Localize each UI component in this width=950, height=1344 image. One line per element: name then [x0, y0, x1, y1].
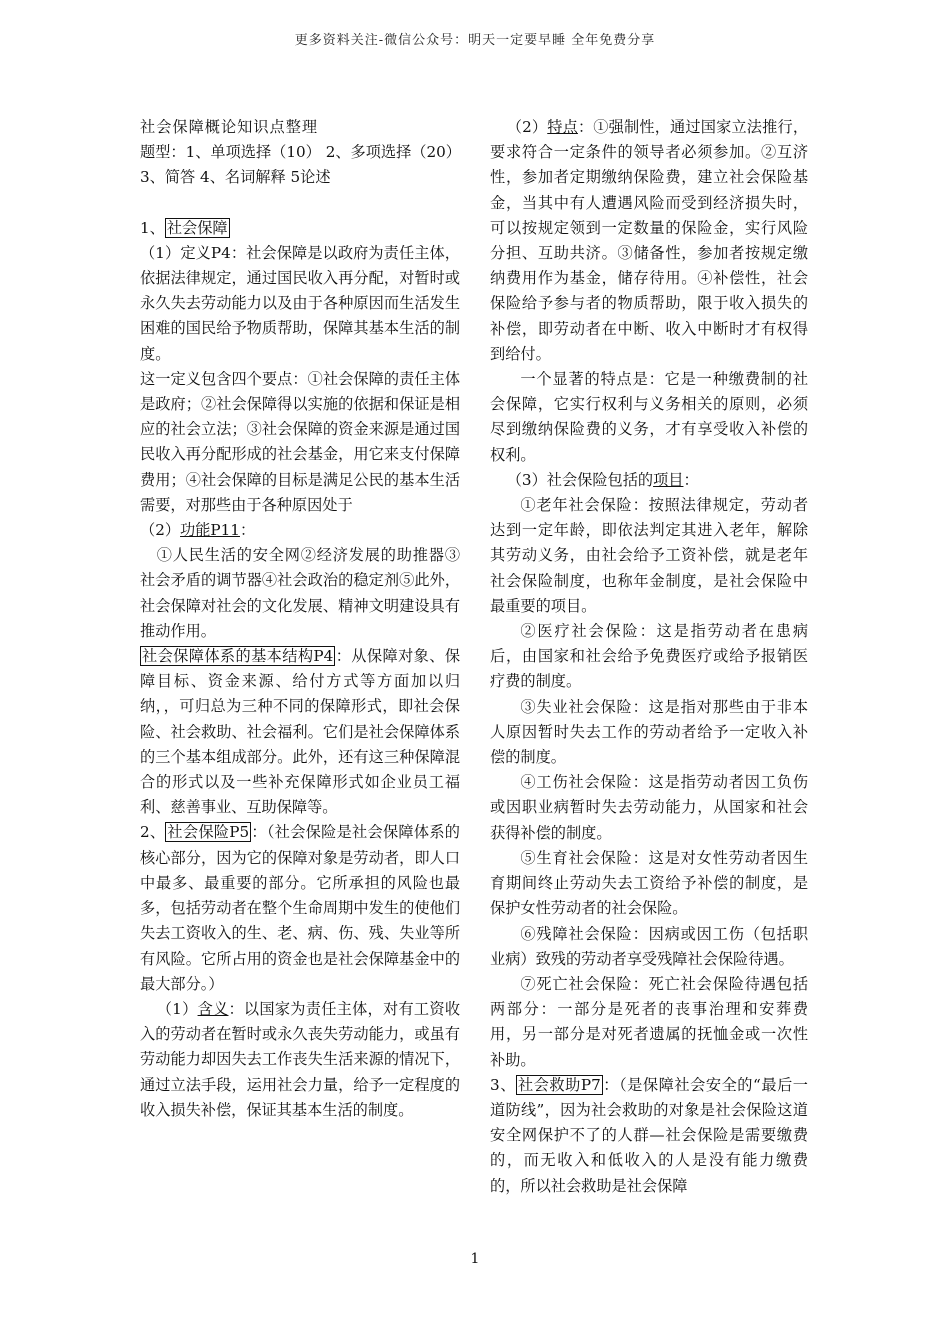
section-1-heading — [140, 216, 460, 241]
section-2-title: 社会保险P5 — [167, 823, 250, 842]
left-column — [140, 115, 460, 1123]
question-types-line-1: 题型：1、单项选择（10） 2、多项选择（20） — [140, 143, 461, 162]
notable-feature: 一个显著的特点是：它是一种缴费制的社会保障，它实行权利与义务相关的原则，必须尽到缴纳保险费的义务，才有享受收入补偿的权利。 — [490, 370, 808, 464]
structure-body: ：从保障对象、保障目标、资金来源、给付方式等方面加以归纳，，可归总为三种不同的保障形式，即社会保险、社会救助、社会福利。它们是社会保障体系的三个基本组成部分。此外，还有这三种保障混合的形式以及一些补充保障形式如企业员工福利、慈善事业、互助保障等。 — [140, 647, 461, 817]
section-3 — [490, 1073, 808, 1199]
insurance-item: ⑤生育社会保险：这是对女性劳动者因生育期间终止劳动失去工资给予补偿的制度，是保护女性劳动者的社会保险。 — [490, 848, 808, 918]
insurance-item: ②医疗社会保险：这是指劳动者在患病后，由国家和社会给予免费医疗或给予报销医疗费的制度。 — [490, 622, 808, 691]
section-2-body: ：（社会保险是社会保障体系的核心部分，因为它的保障对象是劳动者，即人口中最多、最重要的部分。它所承担的风险也最多，包括劳动者在整个生命周期中发生的使他们失去工资收入的生、老、病、伤、残、失业等所有风险。它所占用的资金也是社会保障基金中的最大部分。） — [140, 823, 460, 993]
section-1-definition: （1）定义P4：社会保障是以政府为责任主体，依据法律规定，通过国民收入再分配，对暂时或永久失去劳动能力以及由于各种原因而生活发生困难的国民给予物质帮助，保障其基本生活的制度。 — [140, 243, 460, 363]
insurance-item: ④工伤社会保险：这是指劳动者因工负伤或因职业病暂时失去劳动能力，从国家和社会获得补偿的制度。 — [490, 773, 808, 842]
features-prefix: （2） — [506, 118, 548, 136]
page-header: 更多资料关注-微信公众号：明天一定要早睡 全年免费分享 — [294, 33, 656, 48]
function-prefix: （2） — [140, 521, 181, 540]
section-number: 1、 — [140, 218, 165, 237]
page-title: 社会保障概论知识点整理 — [140, 118, 319, 136]
insurance-item: ①老年社会保险：按照法律规定，劳动者达到一定年龄，即依法判定其进入老年，解除其劳动义务，由社会给予工资补偿，就是老年社会保险制度，也称年金制度，是社会保险中最重要的项目。 — [490, 496, 808, 615]
insurance-item: ⑥残障社会保险：因病或因工伤（包括职业病）致残的劳动者享受残障社会保险待遇。 — [490, 924, 808, 968]
insurance-item: ⑦死亡社会保险：死亡社会保险待遇包括两部分：一部分是死者的丧事治理和安葬费用，另一部分是对死者遗属的抚恤金或一次性补助。 — [490, 974, 808, 1069]
section-2 — [140, 820, 460, 996]
section-1-points: 这一定义包含四个要点：①社会保障的责任主体是政府；②社会保障得以实施的依据和保证是相应的社会立法；③社会保障的资金来源是通过国民收入再分配形成的社会基金，用它来支付保障费用；④社会保障的目标是满足公民的基本生活需要，对那些由于各种原因处于 — [140, 369, 460, 514]
section-number: 3、 — [490, 1075, 516, 1094]
function-suffix: ： — [239, 521, 256, 540]
items-heading — [490, 468, 808, 493]
features-title: 特点 — [547, 118, 578, 136]
meaning-body: ：以国家为责任主体，对有工资收入的劳动者在暂时或永久丧失劳动能力，或虽有劳动能力却因失去工作丧失生活来源的情况下，通过立法手段，运用社会力量，给予一定程度的收入损失补偿，保证其基本生活的制度。 — [140, 999, 460, 1119]
page-number: 1 — [470, 1251, 480, 1267]
features — [490, 115, 808, 367]
insurance-item: ③失业社会保险：这是指对那些由于非本人原因暂时失去工作的劳动者给予一定收入补偿的制度。 — [490, 697, 808, 767]
items-suffix: ： — [683, 470, 699, 489]
right-column — [490, 115, 808, 1199]
question-types-line-2: 3、简答 4、名词解释 5论述 — [140, 168, 331, 187]
section-1-title: 社会保障 — [166, 218, 228, 237]
function-title: 功能P11 — [180, 521, 240, 540]
section-3-title: 社会救助P7 — [517, 1075, 601, 1094]
structure-title: 社会保障体系的基本结构P4 — [142, 647, 334, 666]
section-number: 2、 — [140, 823, 166, 842]
section-2-meaning — [140, 997, 460, 1123]
spacer — [140, 191, 460, 216]
section-3-body: ：（是保障社会安全的“最后一道防线”，因为社会救助的对象是社会保险这道安全网保护不了的人群—社会保险是需要缴费的，而无收入和低收入的人是没有能力缴费的，所以社会救助是社会保障 — [490, 1075, 808, 1195]
section-1-function-body: ①人民生活的安全网②经济发展的助推器③社会矛盾的调节器④社会政治的稳定剂⑤此外，社会保障对社会的文化发展、精神文明建设具有推动作用。 — [140, 546, 460, 640]
section-1-function-heading — [140, 518, 460, 543]
items-prefix: （3）社会保险包括的 — [506, 470, 654, 489]
items-title: 项目 — [653, 470, 684, 489]
features-body: ：①强制性，通过国家立法推行，要求符合一定条件的领导者必须参加。②互济性，参加者定期缴纳保险费，建立社会保险基金，当其中有人遭遇风险而受到经济损失时，可以按规定领到一定数量的保险金，实行风险分担、互助共济。③储备性，参加者按规定缴纳费用作为基金，储存待用。④补偿性，社会保险给予参与者的物质帮助，限于收入损失的补偿，即劳动者在中断、收入中断时才有权得到给付。 — [490, 118, 809, 363]
section-1-structure — [140, 644, 460, 820]
meaning-prefix: （1） — [156, 999, 198, 1018]
meaning-title: 含义 — [197, 999, 229, 1018]
